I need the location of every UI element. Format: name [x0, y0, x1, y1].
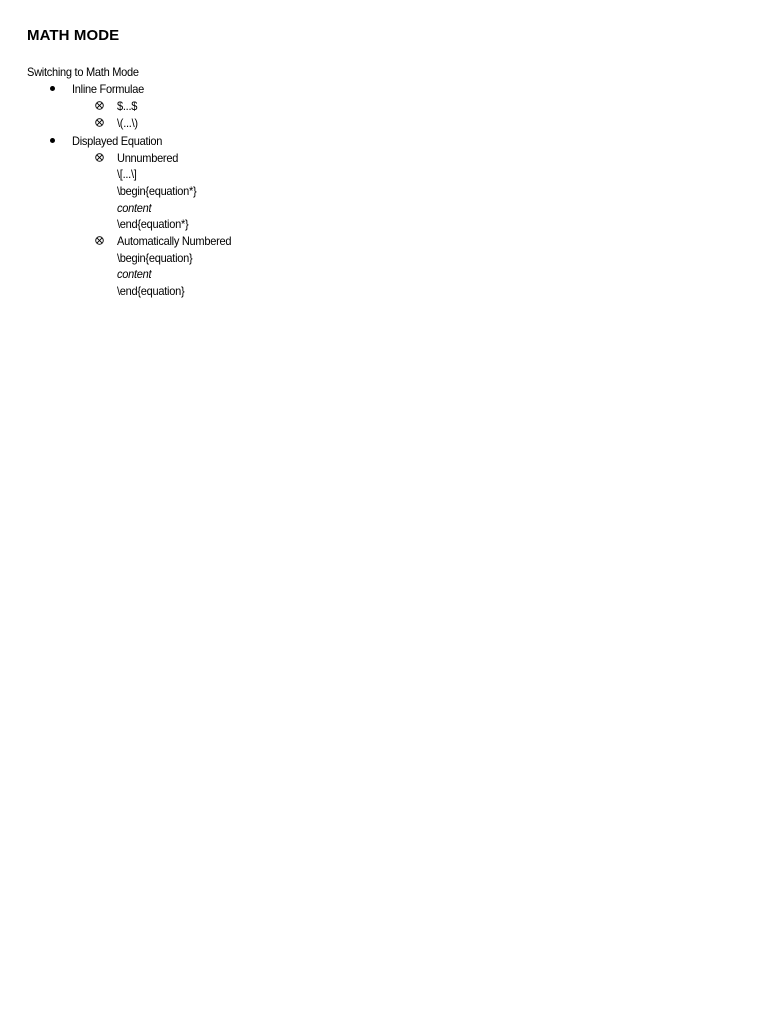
intro-text: Switching to Math Mode: [27, 65, 139, 79]
code-line: \end{equation*}: [117, 217, 189, 231]
list-item-dollar-syntax: $...$: [117, 99, 138, 113]
code-line: \end{equation}: [117, 284, 185, 298]
bullet-icon: [50, 86, 55, 91]
list-item-unnumbered: Unnumbered: [117, 151, 179, 165]
code-line: \[...\]: [117, 167, 137, 181]
list-item-paren-syntax: \(...\): [117, 116, 138, 130]
content-placeholder: content: [117, 267, 152, 281]
circled-times-icon: [95, 118, 104, 127]
content-placeholder: content: [117, 201, 152, 215]
list-item-inline-formulae: Inline Formulae: [72, 82, 144, 96]
page-title: MATH MODE: [27, 27, 120, 44]
list-item-automatically-numbered: Automatically Numbered: [117, 234, 232, 248]
circled-times-icon: [95, 236, 104, 245]
code-line: \begin{equation*}: [117, 184, 197, 198]
code-line: \begin{equation}: [117, 251, 193, 265]
circled-times-icon: [95, 153, 104, 162]
list-item-displayed-equation: Displayed Equation: [72, 134, 163, 148]
bullet-icon: [50, 138, 55, 143]
circled-times-icon: [95, 101, 104, 110]
